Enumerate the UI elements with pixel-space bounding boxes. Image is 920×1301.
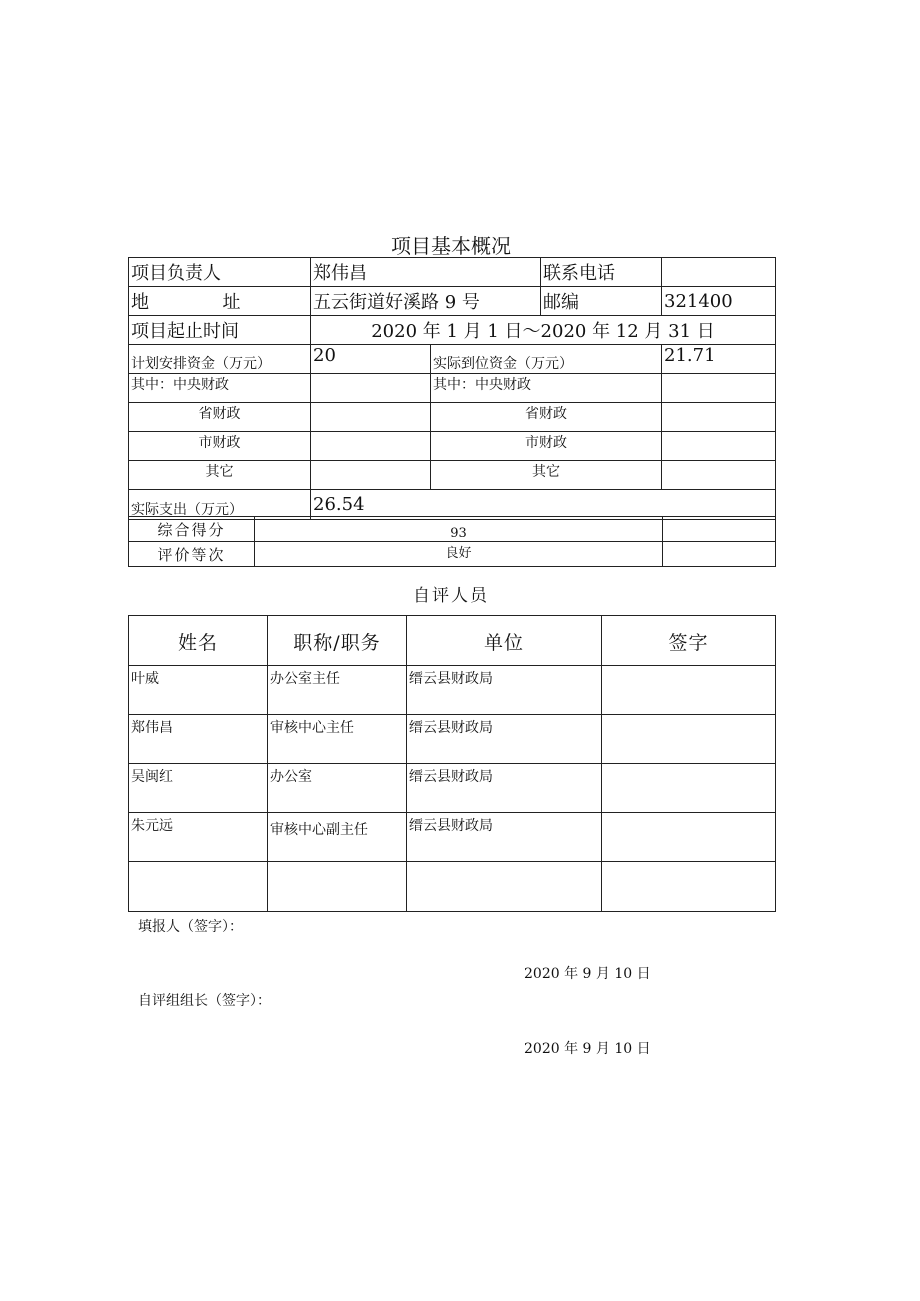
page-title: 项目基本概况 — [391, 234, 511, 258]
row-address — [129, 287, 776, 316]
central-planned — [311, 374, 431, 403]
table-row — [129, 813, 776, 862]
reviewer-title: 审核中心副主任 — [268, 813, 407, 862]
reviewer-unit: 缙云县财政局 — [407, 813, 602, 862]
table-row — [129, 715, 776, 764]
total-score-label: 综合得分 — [129, 517, 255, 542]
reviewers-title: 自评人员 — [413, 586, 489, 606]
reviewer-sign — [602, 715, 776, 764]
reviewer-name: 郑伟昌 — [129, 715, 268, 764]
central-actual — [662, 374, 776, 403]
reviewer-title: 办公室主任 — [268, 666, 407, 715]
filler-date: 2020 年 9 月 10 日 — [524, 966, 651, 982]
period-label: 项目起止时间 — [129, 316, 311, 345]
city-actual — [662, 432, 776, 461]
reviewer-unit: 缙云县财政局 — [407, 715, 602, 764]
header-name: 姓名 — [129, 616, 268, 666]
city-label-right: 市财政 — [431, 432, 662, 461]
leader-label: 项目负责人 — [129, 258, 311, 287]
province-label-right: 省财政 — [431, 403, 662, 432]
reviewer-sign — [602, 764, 776, 813]
grade-value: 良好 — [255, 542, 663, 567]
score-table — [128, 516, 776, 567]
row-province — [129, 403, 776, 432]
table-row — [129, 862, 776, 912]
postcode-label: 邮编 — [541, 287, 662, 316]
row-period — [129, 316, 776, 345]
central-label-right: 其中：中央财政 — [431, 374, 662, 403]
reviewer-name: 吴闽红 — [129, 764, 268, 813]
total-score-value: 93 — [255, 517, 663, 542]
city-label: 市财政 — [129, 432, 311, 461]
row-grade — [129, 542, 776, 567]
central-label: 其中：中央财政 — [129, 374, 311, 403]
other-label: 其它 — [129, 461, 311, 490]
actual-in-label: 实际到位资金（万元） — [431, 345, 662, 374]
reviewer-title — [268, 862, 407, 912]
other-label-right: 其它 — [431, 461, 662, 490]
reviewer-title: 审核中心主任 — [268, 715, 407, 764]
grade-label: 评价等次 — [129, 542, 255, 567]
phone-label: 联系电话 — [541, 258, 662, 287]
address-label-part2: 址 — [222, 292, 241, 313]
row-leader — [129, 258, 776, 287]
reviewer-name: 叶威 — [129, 666, 268, 715]
row-other — [129, 461, 776, 490]
header-title: 职称/职务 — [268, 616, 407, 666]
planned-label: 计划安排资金（万元） — [129, 345, 311, 374]
reviewer-title: 办公室 — [268, 764, 407, 813]
province-actual — [662, 403, 776, 432]
table-row — [129, 666, 776, 715]
leader-signature-label: 自评组组长（签字）： — [138, 993, 271, 1009]
leader-date: 2020 年 9 月 10 日 — [524, 1041, 651, 1057]
reviewers-header-row — [129, 616, 776, 666]
spend-label: 实际支出（万元） — [129, 490, 311, 520]
reviewer-sign — [602, 862, 776, 912]
row-spend — [129, 490, 776, 520]
address-label-part1: 地 — [131, 292, 149, 313]
address-value: 五云街道好溪路 9 号 — [311, 287, 541, 316]
other-actual — [662, 461, 776, 490]
row-total-score — [129, 517, 776, 542]
postcode-value: 321400 — [662, 287, 776, 316]
filler-signature-label: 填报人（签字）： — [138, 919, 243, 935]
reviewers-table — [128, 615, 776, 912]
other-planned — [311, 461, 431, 490]
header-unit: 单位 — [407, 616, 602, 666]
spend-value: 26.54 — [311, 490, 776, 520]
actual-in-value: 21.71 — [662, 345, 776, 374]
row-planned — [129, 345, 776, 374]
address-label — [129, 287, 311, 316]
reviewer-unit: 缙云县财政局 — [407, 666, 602, 715]
phone-value — [662, 258, 776, 287]
reviewer-name: 朱元远 — [129, 813, 268, 862]
planned-value: 20 — [311, 345, 431, 374]
total-score-extra — [663, 517, 776, 542]
reviewer-sign — [602, 666, 776, 715]
grade-extra — [663, 542, 776, 567]
province-label: 省财政 — [129, 403, 311, 432]
row-city — [129, 432, 776, 461]
province-planned — [311, 403, 431, 432]
reviewer-name — [129, 862, 268, 912]
row-central — [129, 374, 776, 403]
reviewer-unit — [407, 862, 602, 912]
overview-table — [128, 257, 776, 520]
table-row — [129, 764, 776, 813]
period-value: 2020 年 1 月 1 日～2020 年 12 月 31 日 — [311, 316, 776, 345]
city-planned — [311, 432, 431, 461]
reviewer-sign — [602, 813, 776, 862]
reviewer-unit: 缙云县财政局 — [407, 764, 602, 813]
header-sign: 签字 — [602, 616, 776, 666]
leader-value: 郑伟昌 — [311, 258, 541, 287]
